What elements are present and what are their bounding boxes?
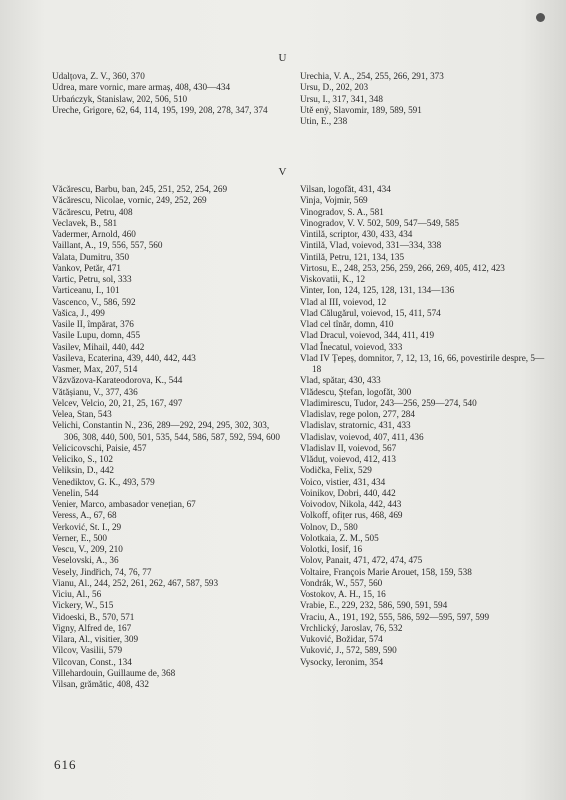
index-entry: Văcărescu, Nicolae, vornic, 249, 252, 269 <box>52 195 207 206</box>
index-entry: Vigny, Alfred de, 167 <box>52 622 132 633</box>
index-entry: Velcev, Velcio, 20, 21, 25, 167, 497 <box>52 397 183 408</box>
index-entry: Vilcovan, Const., 134 <box>52 656 132 667</box>
index-entry: Vlad Dracul, voievod, 344, 411, 419 <box>300 330 435 341</box>
index-entry: Verković, St. I., 29 <box>52 521 122 532</box>
index-entry: Udrea, mare vornic, mare armaș, 408, 430—434 <box>52 82 231 93</box>
index-entry: Vladislav, rege polon, 277, 284 <box>300 409 415 419</box>
index-entry: Vlădescu, Ștefan, logofăt, 300 <box>300 386 412 397</box>
section-u-left-column <box>52 71 284 116</box>
index-entry: Velicicovschi, Paisie, 457 <box>52 442 147 453</box>
index-entry: Venediktov, G. K., 493, 579 <box>52 476 155 487</box>
index-entry: Vrabie, E., 229, 232, 586, 590, 591, 594 <box>300 600 448 611</box>
index-entry: Vianu, Al., 244, 252, 261, 262, 467, 587, 593 <box>52 577 219 588</box>
index-entry: Veliksin, D., 442 <box>52 465 115 476</box>
index-entry: Vintilă, scriptor, 430, 433, 434 <box>300 229 413 239</box>
index-entry: Vladimirescu, Tudor, 243—256, 259—274, 540 <box>300 397 477 408</box>
index-entry: Varticeanu, I., 101 <box>52 285 120 296</box>
index-entry: Vrchlický, Jaroslav, 76, 532 <box>300 622 403 633</box>
index-entry: Viciu, Al., 56 <box>52 589 102 599</box>
index-entry: Vintilă, Petru, 121, 134, 135 <box>300 251 405 262</box>
index-entry: Vadermer, Arnold, 460 <box>52 229 136 239</box>
index-entry: Volnov, D., 580 <box>300 521 358 532</box>
index-entry: Volotkaia, Z. M., 505 <box>300 532 379 543</box>
index-entry: Văcărescu, Petru, 408 <box>52 206 133 217</box>
index-entry: Viskovatii, K., 12 <box>300 274 366 284</box>
index-entry: Vintilă, Vlad, voievod, 331—334, 338 <box>300 240 442 251</box>
index-entry: Vuković, J., 572, 589, 590 <box>300 645 397 656</box>
index-entry: Vătășianu, V., 377, 436 <box>52 386 138 397</box>
index-entry: Volov, Panait, 471, 472, 474, 475 <box>300 555 423 566</box>
index-entry: Vlăduț, voievod, 412, 413 <box>300 454 396 464</box>
index-entry: Veclavek, B., 581 <box>52 217 118 228</box>
index-entry: Vlad IV Țepeș, domnitor, 7, 12, 13, 16, 66, povestirile despre, 5—18 <box>300 352 545 374</box>
index-entry: Udalțova, Z. V., 360, 370 <box>52 71 145 81</box>
index-entry: Ureche, Grigore, 62, 64, 114, 195, 199, 208, 278, 347, 374 <box>52 104 268 115</box>
index-entry: Vlad al III, voievod, 12 <box>300 296 387 307</box>
index-entry: Vinja, Vojmir, 569 <box>300 195 368 206</box>
index-entry: Vilsan, logofăt, 431, 434 <box>300 184 391 194</box>
index-entry: Vescu, V., 209, 210 <box>52 544 123 554</box>
section-v-right-column <box>300 184 548 668</box>
page-number: 616 <box>54 757 77 772</box>
index-entry: Vasile II, împărat, 376 <box>52 319 134 329</box>
index-entry: Vlad Călugărul, voievod, 15, 411, 574 <box>300 307 441 318</box>
index-entry: Vasilev, Mihail, 440, 442 <box>52 341 145 352</box>
index-entry: Veselovski, A., 36 <box>52 555 119 566</box>
index-entry: Utě enÿ, Slavomir, 189, 589, 591 <box>300 104 422 115</box>
ink-spot <box>536 13 545 22</box>
index-entry: Vilcov, Vasilii, 579 <box>52 645 123 656</box>
index-entry: Utin, E., 238 <box>300 116 348 126</box>
index-entry: Vladislav, voievod, 407, 411, 436 <box>300 431 424 442</box>
index-entry: Vinter, Ion, 124, 125, 128, 131, 134—136 <box>300 285 455 296</box>
index-entry: Veliciko, S., 102 <box>52 454 113 464</box>
index-entry: Vladislav, stratornic, 431, 433 <box>300 420 411 431</box>
index-entry: Valata, Dumitru, 350 <box>52 251 130 262</box>
index-entry: Vraciu, A., 191, 192, 555, 586, 592—595, 597, 599 <box>300 611 490 622</box>
index-entry: Veress, A., 67, 68 <box>52 510 117 521</box>
section-letter-v: V <box>278 166 288 178</box>
index-entry: Vostokov, A. H., 15, 16 <box>300 589 386 599</box>
index-entry: Voivodov, Nikola, 442, 443 <box>300 499 402 509</box>
index-entry: Vickery, W., 515 <box>52 600 114 611</box>
index-entry: Verner, E., 500 <box>52 532 107 543</box>
section-u-right-column <box>300 71 548 127</box>
index-entry: Vašica, J., 499 <box>52 307 105 318</box>
section-letter-u: U <box>278 52 288 64</box>
index-entry: Vasileva, Ecaterina, 439, 440, 442, 443 <box>52 352 196 363</box>
index-entry: Villehardouin, Guillaume de, 368 <box>52 667 176 678</box>
index-entry: Vartic, Petru, sol, 333 <box>52 274 132 284</box>
index-entry: Vascenco, V., 586, 592 <box>52 296 136 307</box>
index-entry: Volkoff, ofițer rus, 468, 469 <box>300 510 403 521</box>
section-v-left-column <box>52 184 284 690</box>
index-entry: Voinikov, Dobri, 440, 442 <box>300 487 396 498</box>
index-entry: Vlad Înecatul, voievod, 333 <box>300 341 403 352</box>
index-entry: Urbańczyk, Stanislaw, 202, 506, 510 <box>52 93 188 104</box>
index-entry: Vlad cel tînăr, domn, 410 <box>300 319 394 329</box>
index-entry: Voltaire, François Marie Arouet, 158, 159, 538 <box>300 566 472 577</box>
index-entry: Virtosu, E., 248, 253, 256, 259, 266, 269, 405, 412, 423 <box>300 262 505 273</box>
index-entry: Venier, Marco, ambasador venețian, 67 <box>52 499 196 509</box>
index-entry: Vodička, Felix, 529 <box>300 465 372 476</box>
index-entry: Vasmer, Max, 207, 514 <box>52 364 138 374</box>
index-entry: Venelin, 544 <box>52 487 99 498</box>
index-entry: Urechia, V. A., 254, 255, 266, 291, 373 <box>300 71 444 81</box>
index-entry: Vidoeski, B., 570, 571 <box>52 611 135 622</box>
index-entry: Vilara, Al., visitier, 309 <box>52 634 139 644</box>
index-entry: Vinogradov, S. A., 581 <box>300 206 384 217</box>
index-entry: Volotki, Iosif, 16 <box>300 544 363 554</box>
index-entry: Vysocky, Ieronim, 354 <box>300 656 384 667</box>
index-entry: Voico, vistier, 431, 434 <box>300 476 386 487</box>
index-entry: Vinogradov, V. V. 502, 509, 547—549, 585 <box>300 217 459 228</box>
index-entry: Velea, Stan, 543 <box>52 409 112 419</box>
index-entry: Vladislav II, voievod, 567 <box>300 442 397 453</box>
index-entry: Vilsan, grămătic, 408, 432 <box>52 679 149 689</box>
index-entry: Vankov, Petăr, 471 <box>52 262 121 273</box>
index-entry: Ursu, I., 317, 341, 348 <box>300 93 383 104</box>
index-entry: Ursu, D., 202, 203 <box>300 82 369 93</box>
index-entry: Văzvăzova-Karateodorova, K., 544 <box>52 375 183 386</box>
index-entry: Vaillant, A., 19, 556, 557, 560 <box>52 240 163 251</box>
index-entry: Văcărescu, Barbu, ban, 245, 251, 252, 254, 269 <box>52 184 228 194</box>
index-entry: Vuković, Božidar, 574 <box>300 634 383 644</box>
index-entry: Vondrák, W., 557, 560 <box>300 577 383 588</box>
index-entry: Vasile Lupu, domn, 455 <box>52 330 141 341</box>
index-entry: Velichi, Constantin N., 236, 289—292, 294, 295, 302, 303, 306, 308, 440, 500, 501, 535, 544, 586, 587, 592, 594, 600 <box>52 420 280 442</box>
index-entry: Vesely, Jindřich, 74, 76, 77 <box>52 566 152 577</box>
index-entry: Vlad, spătar, 430, 433 <box>300 375 381 386</box>
